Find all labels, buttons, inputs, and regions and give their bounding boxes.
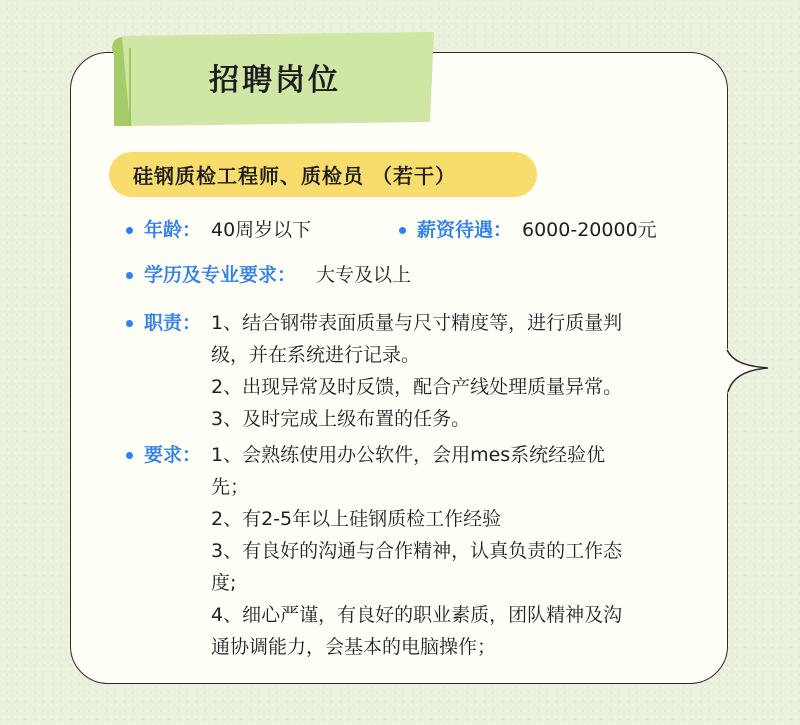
requirement-line: 先； bbox=[211, 476, 250, 498]
education-label: 学历及专业要求： bbox=[144, 264, 297, 286]
requirements-label: 要求： bbox=[144, 444, 202, 466]
bullet-dot bbox=[126, 320, 133, 327]
duty-line: 级，并在系统进行记录。 bbox=[211, 344, 421, 366]
bullet-dot bbox=[126, 452, 133, 459]
bubble-tail bbox=[720, 348, 780, 394]
education-value: 大专及以上 bbox=[316, 264, 412, 286]
age-value: 40周岁以下 bbox=[211, 219, 312, 241]
requirement-line: 3、有良好的沟通与合作精神，认真负责的工作态 bbox=[211, 540, 623, 562]
banner-title: 招聘岗位 bbox=[209, 63, 341, 98]
age-label: 年龄： bbox=[144, 219, 202, 241]
duty-line: 1、结合钢带表面质量与尺寸精度等，进行质量判 bbox=[211, 312, 623, 334]
bullet-dot bbox=[126, 272, 133, 279]
bullet-dot bbox=[126, 227, 133, 234]
duties-list bbox=[211, 307, 691, 435]
duties-label: 职责： bbox=[144, 312, 202, 334]
bullet-dot bbox=[399, 227, 406, 234]
duty-line: 3、及时完成上级布置的任务。 bbox=[211, 408, 471, 430]
requirement-line: 度; bbox=[211, 572, 237, 594]
requirement-line: 1、会熟练使用办公软件，会用mes系统经验优 bbox=[211, 444, 606, 466]
salary-label: 薪资待遇： bbox=[417, 219, 513, 241]
salary-value: 6000-20000元 bbox=[522, 219, 657, 241]
requirement-line: 通协调能力，会基本的电脑操作； bbox=[211, 636, 497, 658]
position-title: 硅钢质检工程师、质检员 （若干） bbox=[109, 152, 537, 197]
requirement-line: 4、细心严谨，有良好的职业素质，团队精神及沟 bbox=[211, 604, 623, 626]
requirement-line: 2、有2-5年以上硅钢质检工作经验 bbox=[211, 508, 502, 530]
duty-line: 2、出现异常及时反馈，配合产线处理质量异常。 bbox=[211, 376, 623, 398]
requirements-list bbox=[211, 439, 691, 663]
